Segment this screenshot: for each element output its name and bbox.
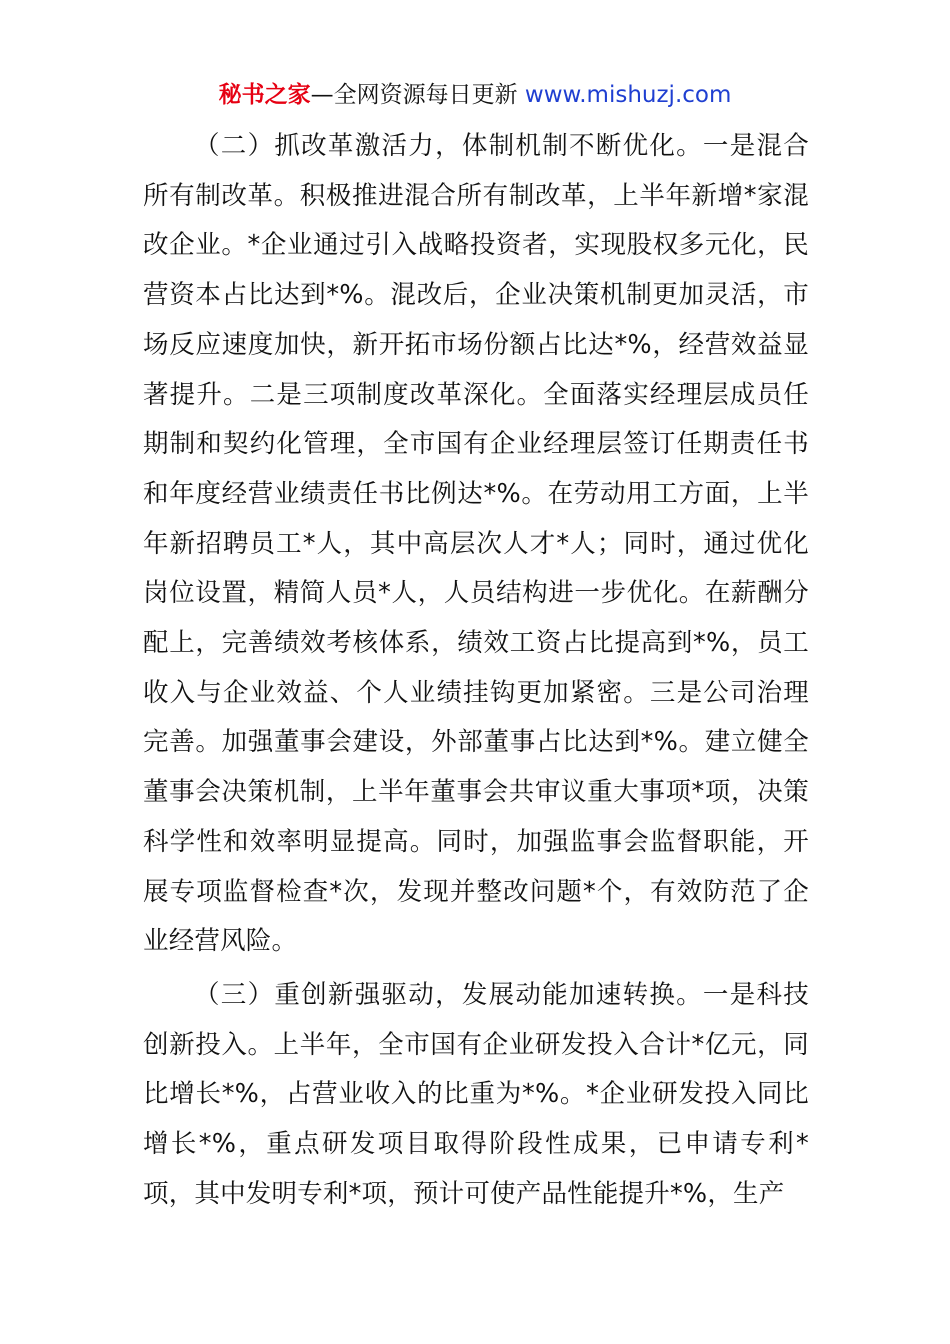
document-body (143, 122, 809, 1223)
paragraph-innovation: （三）重创新强驱动，发展动能加速转换。一是科技创新投入。上半年，全市国有企业研发投入合计*亿元，同比增长*%，占营业收入的比重为*%。*企业研发投入同比增长*%，重点研发项目取得阶段性成果，已申请专利*项，其中发明专利*项，预计可使产品性能提升*%，生产 (143, 979, 809, 1209)
site-header (0, 78, 950, 112)
site-brand: 秘书之家 (218, 82, 311, 108)
site-tagline: —全网资源每日更新 (310, 82, 525, 108)
site-url-link[interactable]: www.mishuzj.com (524, 82, 732, 108)
paragraph-reform: （二）抓改革激活力，体制机制不断优化。一是混合所有制改革。积极推进混合所有制改革，上半年新增*家混改企业。*企业通过引入战略投资者，实现股权多元化，民营资本占比达到*%。混改后，企业决策机制更加灵活，市场反应速度加快，新开拓市场份额占比达*%，经营效益显著提升。二是三项制度改革深化。全面落实经理层成员任期制和契约化管理，全市国有企业经理层签订任期责任书和年度经营业绩责任书比例达*%。在劳动用工方面，上半年新招聘员工*人，其中高层次人才*人；同时，通过优化岗位设置，精简人员*人，人员结构进一步优化。在薪酬分配上，完善绩效考核体系，绩效工资占比提高到*%，员工收入与企业效益、个人业绩挂钩更加紧密。三是公司治理完善。加强董事会建设，外部董事占比达到*%。建立健全董事会决策机制，上半年董事会共审议重大事项*项，决策科学性和效率明显提高。同时，加强监事会监督职能，开展专项监督检查*次，发现并整改问题*个，有效防范了企业经营风险。 (143, 131, 809, 957)
